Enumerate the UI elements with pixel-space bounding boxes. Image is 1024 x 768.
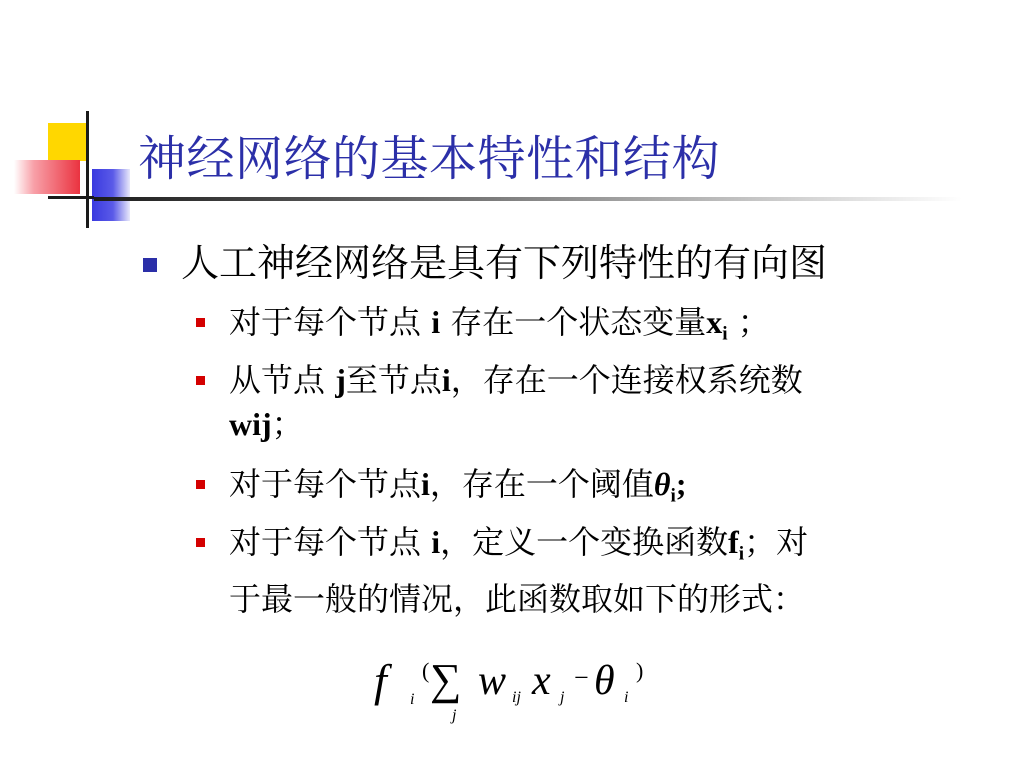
sub-bullet-text [229,300,969,357]
formula-theta-sub: i [624,689,629,706]
logo-red-bar [14,160,80,194]
symbol-i: i [431,524,441,560]
sub-bullet-text [229,358,969,446]
text-segment: ，定义一个变换函数 [440,523,729,561]
text-segment: 对于每个节点 [229,465,422,503]
symbol-theta: θ [653,466,671,502]
symbol-j: j [335,362,346,398]
title-underline-rule [94,197,962,201]
symbol-i: i [421,466,430,502]
slide-title: 神经网络的基本特性和结构 [138,131,721,187]
formula-sum: ∑ [430,655,462,704]
bullet-marker-red [196,480,205,489]
subscript-i: i [722,323,728,345]
bullet-marker-red [196,538,205,547]
symbol-x: x [706,304,723,340]
formula-open-paren: ( [422,658,430,683]
formula-x-sub: j [560,689,565,706]
text-segment: ，存在一个阈值 [429,465,654,503]
text-segment: ； [271,405,304,443]
text-segment: 于最一般的情况，此函数取如下的形式： [229,579,806,618]
text-segment: ; [675,466,687,502]
subscript-i: i [738,543,745,565]
text-segment: 对于每个节点 [229,303,432,341]
main-bullet-text: 人工神经网络是具有下列特性的有向图 [181,241,828,285]
text-segment: 对于每个节点 [229,523,432,561]
text-segment: 从节点 [229,361,336,399]
symbol-f: f [728,524,739,560]
formula-close-paren: ) [636,658,644,683]
text-segment: ； [727,303,770,341]
formula-w-sub: ij [512,689,521,706]
bullet-marker-red [196,318,205,327]
logo-vertical-line [86,111,89,228]
sub-bullet-text [229,462,969,519]
formula-f: f [374,655,387,706]
logo-yellow-square [48,123,86,161]
formula-x: x [532,658,551,704]
symbol-wij: wij [229,406,272,442]
text-segment: 至节点 [345,361,442,399]
text-segment: 存在一个状态变量 [440,303,707,341]
subscript-i: i [670,485,676,507]
bullet-marker-red [196,376,205,385]
formula-w: w [478,658,507,704]
logo-horizontal-line [48,196,94,199]
formula-minus: − [574,663,589,692]
symbol-i: i [441,362,451,398]
bullet-marker-blue [143,258,157,272]
formula-sum-sub: j [452,707,457,724]
transfer-function-formula [372,640,672,730]
text-segment: ，存在一个连接权系统数 [450,361,803,399]
logo-blue-square [92,169,130,221]
formula-theta: θ [594,658,615,704]
sub-bullet-text [229,520,969,621]
formula-f-sub: i [410,691,415,708]
symbol-i: i [431,304,441,340]
text-segment: ；对 [744,523,809,561]
